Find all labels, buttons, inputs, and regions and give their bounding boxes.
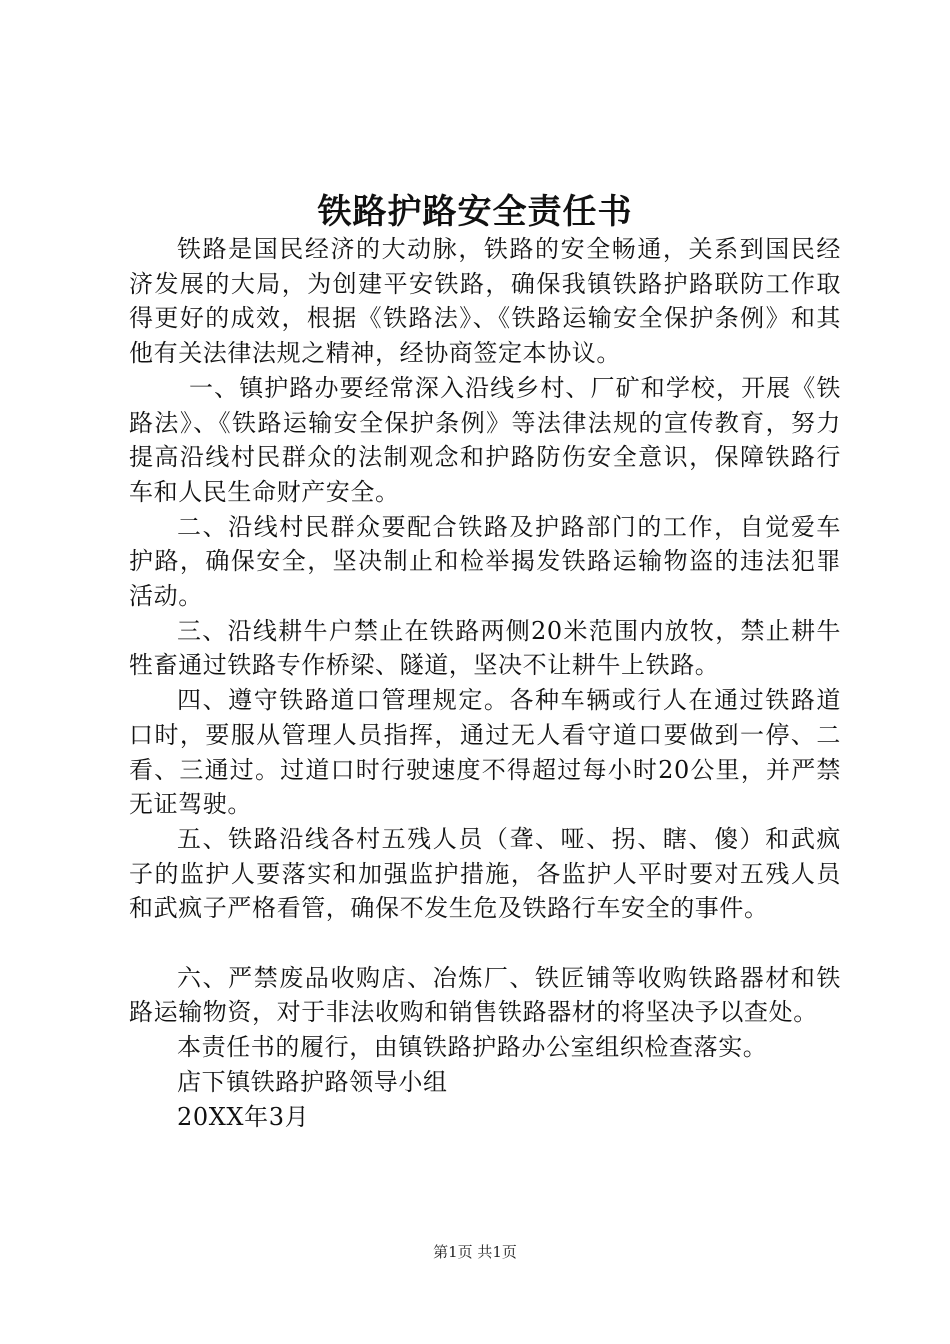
clause-3-paragraph: 三、沿线耕牛户禁止在铁路两侧20米范围内放牧，禁止耕牛牲畜通过铁路专作桥梁、隧道，坚决不让耕牛上铁路。 — [129, 616, 841, 680]
clause-6-paragraph: 六、严禁废品收购店、冶炼厂、铁匠铺等收购铁路器材和铁路运输物资，对于非法收购和销售铁路器材的将坚决予以查处。 — [129, 963, 841, 1027]
intro-paragraph: 铁路是国民经济的大动脉，铁路的安全畅通，关系到国民经济发展的大局，为创建平安铁路，确保我镇铁路护路联防工作取得更好的成效，根据《铁路法》、《铁路运输安全保护条例》和其他有关法律法规之精神，经协商签定本协议。 — [129, 235, 841, 368]
page-number-footer: 第1页 共1页 — [433, 1243, 517, 1261]
clause-2-paragraph: 二、沿线村民群众要配合铁路及护路部门的工作，自觉爱车护路，确保安全，坚决制止和检举揭发铁路运输物盗的违法犯罪活动。 — [129, 512, 841, 611]
clause-5-paragraph: 五、铁路沿线各村五残人员（聋、哑、拐、瞎、傻）和武疯子的监护人要落实和加强监护措施，各监护人平时要对五残人员和武疯子严格看管，确保不发生危及铁路行车安全的事件。 — [129, 824, 841, 923]
document-title: 铁路护路安全责任书 — [317, 192, 633, 232]
clause-4-paragraph: 四、遵守铁路道口管理规定。各种车辆或行人在通过铁路道口时，要服从管理人员指挥，通过无人看守道口要做到一停、二看、三通过。过道口时行驶速度不得超过每小时20公里，并严禁无证驾驶。 — [129, 686, 841, 819]
clause-1-paragraph: 一、镇护路办要经常深入沿线乡村、厂矿和学校，开展《铁路法》、《铁路运输安全保护条例》等法律法规的宣传教育，努力提高沿线村民群众的法制观念和护路防伤安全意识，保障铁路行车和人民生命财产安全。 — [129, 373, 841, 506]
document-body — [129, 232, 841, 1134]
signatory-line: 店下镇铁路护路领导小组 — [177, 1067, 448, 1096]
date-line: 20XX年3月 — [177, 1102, 310, 1131]
implementation-paragraph: 本责任书的履行，由镇铁路护路办公室组织检查落实。 — [177, 1033, 768, 1062]
